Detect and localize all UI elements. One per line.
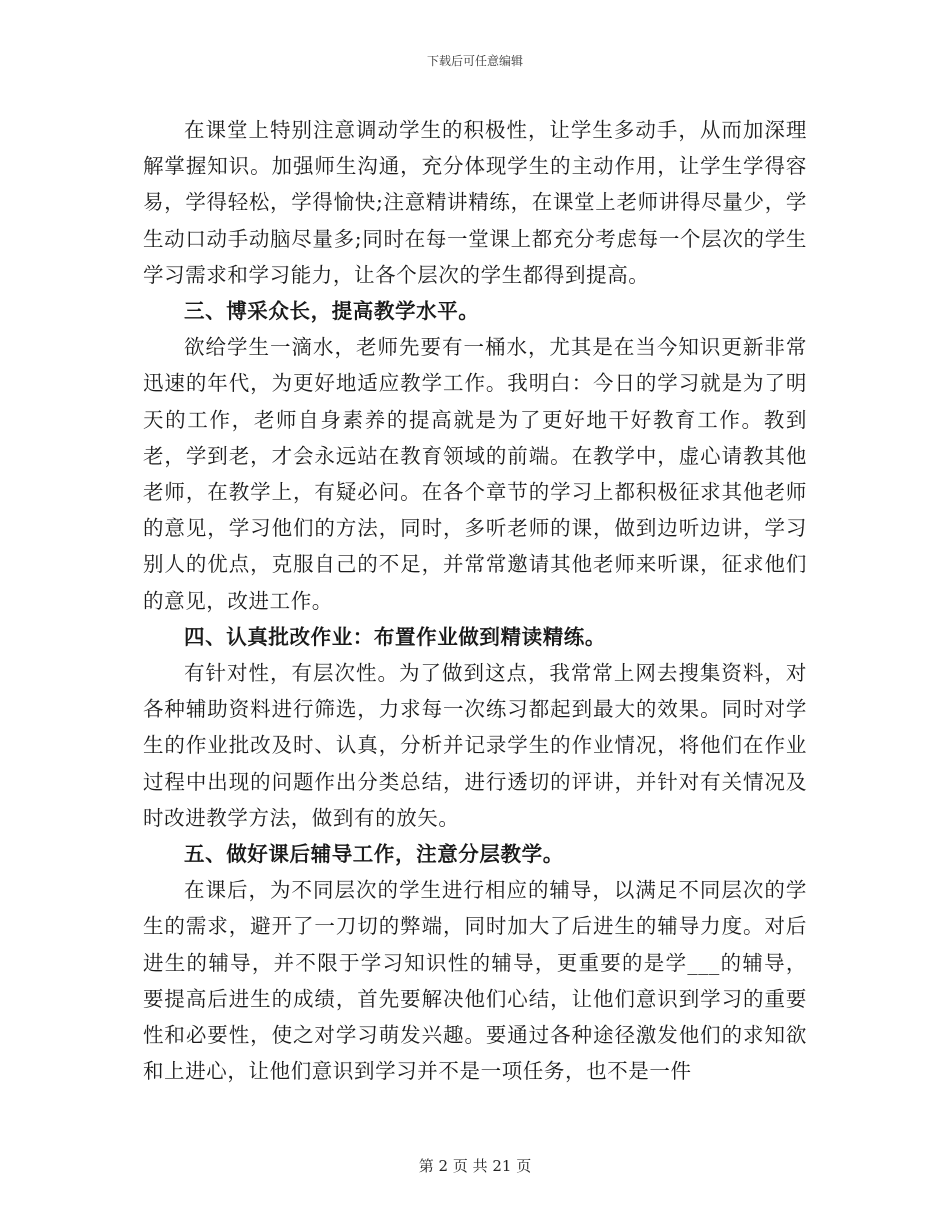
paragraph-learning-from-others: 欲给学生一滴水，老师先要有一桶水，尤其是在当今知识更新非常迅速的年代，为更好地适应教学工作。我明白：今日的学习就是为了明天的工作，老师自身素养的提高就是为了更好地干好教育工作。教到老，学到老，才会永远站在教育领域的前端。在教学中，虚心请教其他老师，在教学上，有疑必问。在各个章节的学习上都积极征求其他老师的意见，学习他们的方法，同时，多听老师的课，做到边听边讲，学习别人的优点，克服自己的不足，并常常邀请其他老师来听课，征求他们的意见，改进工作。: [143, 335, 807, 613]
page-header-note: 下载后可任意编辑: [426, 54, 523, 68]
section-heading-5: 五、做好课后辅导工作，注意分层教学。: [184, 842, 564, 867]
section-heading-4: 四、认真批改作业：布置作业做到精读精练。: [184, 624, 606, 649]
paragraph-classroom-engagement: 在课堂上特别注意调动学生的积极性，让学生多动手，从而加深理解掌握知识。加强师生沟通，充分体现学生的主动作用，让学生学得容易，学得轻松，学得愉快;注意精讲精练，在课堂上老师讲得尽量少，学生动口动手动脑尽量多;同时在每一堂课上都充分考虑每一个层次的学生学习需求和学习能力，让各个层次的学生都得到提高。: [143, 118, 807, 287]
page-number-footer: 第 2 页 共 21 页: [418, 1157, 532, 1175]
paragraph-after-class-tutoring: 在课后，为不同层次的学生进行相应的辅导，以满足不同层次的学生的需求，避开了一刀切的弊端，同时加大了后进生的辅导力度。对后进生的辅导，并不限于学习知识性的辅导，更重要的是学___的辅导，要提高后进生的成绩，首先要解决他们心结，让他们意识到学习的重要性和必要性，使之对学习萌发兴趣。要通过各种途径激发他们的求知欲和上进心，让他们意识到学习并不是一项任务，也不是一件: [143, 878, 807, 1084]
document-body: [143, 112, 807, 1089]
section-heading-3: 三、博采众长，提高教学水平。: [184, 299, 480, 324]
paragraph-homework: 有针对性，有层次性。为了做到这点，我常常上网去搜集资料，对各种辅助资料进行筛选，力求每一次练习都起到最大的效果。同时对学生的作业批改及时、认真，分析并记录学生的作业情况，将他们在作业过程中出现的问题作出分类总结，进行透切的评讲，并针对有关情况及时改进教学方法，做到有的放矢。: [143, 661, 807, 830]
